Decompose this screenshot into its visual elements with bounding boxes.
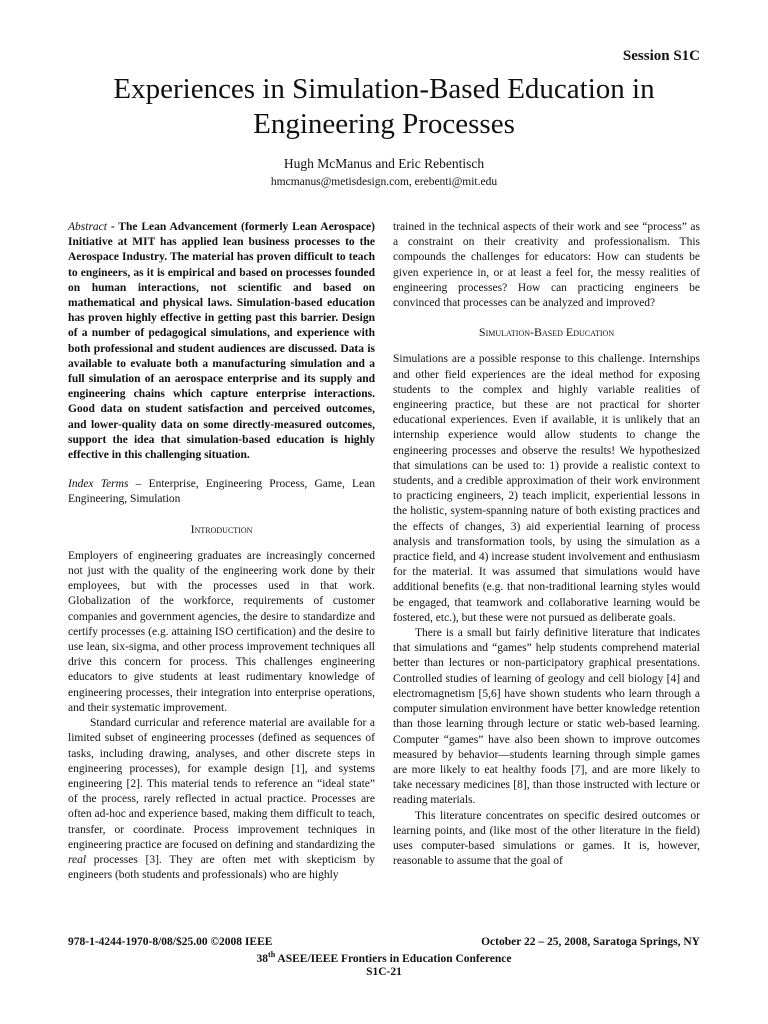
index-terms-label: Index Terms	[68, 478, 129, 491]
conference-name: ASEE/IEEE Frontiers in Education Conference	[275, 952, 512, 965]
paper-title: Experiences in Simulation-Based Education in Engineering Processes	[113, 73, 655, 140]
session-label: Session S1C	[622, 48, 700, 64]
paragraph: There is a small but fairly definitive literature that indicates that simulations and “games” help students comprehend material better than lectures or non-participatory graphical presentations. Controlled studies of learning of geology and cell biology [4] and electromagnetism [5,6] have shown students who learn through a computer simulation environment have better knowledge retention than those learning through lecture or static web-based learning. Computer “games” have also been shown to improve outcomes measured by behavior—students learning through simple games are more likely to eat healthy foods [7], and are more likely to take necessary medicines [8], than those instructed with lecture or reading materials.	[393, 627, 700, 807]
section-heading-introduction: Introduction	[190, 521, 253, 536]
paragraph-text: processes [3]. They are often met with skepticism by engineers (both students and professionals) who are highly	[68, 853, 375, 882]
left-column	[68, 220, 375, 883]
paragraph: trained in the technical aspects of their work and see “process” as a constraint on their creativity and professionalism. This compounds the challenges for educators: How can students be given experience in, or at least a feel for, the messy realities of engineering processes? How can practicing engineers be convinced that processes can be analyzed and improved?	[393, 221, 700, 310]
paragraph-emphasis: real	[68, 853, 87, 866]
section-heading-simulation-based-education: Simulation-Based Education	[478, 325, 615, 340]
index-terms-text: – Enterprise, Engineering Process, Game, Lean Engineering, Simulation	[68, 478, 375, 506]
abstract-text: - The Lean Advancement (formerly Lean Aerospace) Initiative at MIT has applied lean business processes to the Aerospace Industry. The material has proven difficult to teach to engineers, as it is empirical and based on processes founded on human interactions, not scientific and based on mathematical and physical laws. Simulation-based education has proven highly effective in getting past this barrier. Design of a number of pedagogical simulations, and experience with both professional and student audiences are discussed. Data is available to evaluate both a manufacturing simulation and a full simulation of an aerospace enterprise and its supply and engineering chains which capture enterprise interactions. Good data on student satisfaction and perceived outcomes, and lower-quality data on some directly-measured outcomes, support the idea that simulation-based education is highly effective in this challenging situation.	[68, 221, 375, 462]
index-terms	[68, 477, 375, 507]
right-column	[393, 220, 700, 869]
paragraph-text: Standard curricular and reference material are available for a limited subset of engineering processes (defined as sequences of tasks, including drawing, analyses, and other discrete steps in engineering processes), for example design [1], and systems engineering [2]. This material tends to reference an “ideal state” of the process, rarely reflected in actual practice. Processes are often ad-hoc and experience based, making them difficult to teach, transfer, or coordinate. Process improvement techniques in engineering practice are focused on defining and standardizing the	[68, 717, 375, 851]
authors: Hugh McManus and Eric Rebentisch	[283, 156, 485, 171]
conference-number: 38	[256, 952, 269, 965]
paragraph	[68, 716, 375, 883]
author-emails: hmcmanus@metisdesign.com, erebenti@mit.edu	[270, 176, 498, 188]
abstract-label: Abstract	[68, 221, 107, 233]
footer-conference	[0, 950, 768, 965]
page-number: S1C-21	[366, 966, 402, 978]
abstract	[68, 220, 375, 463]
conference-ordinal: th	[268, 950, 276, 959]
footer-date-place: October 22 – 25, 2008, Saratoga Springs, NY	[481, 936, 700, 948]
paragraph: Simulations are a possible response to this challenge. Internships and other field experiences are the ideal method for exposing students to the complex and highly variable realities of engineering practice, but these are not practical for shorter educational experiences. Even if available, it is unlikely that an internship experience would allow students to change the engineering processes and observe the results! We hypothesized that simulations can be used to: 1) provide a realistic context to students, and a credible approximation of their work environment to practicing engineers, 2) teach implicit, experiential lessons in the holistic, system-spanning nature of both existing practices and the effects of changes, 3) aid experiential learning of process analysis and transformation tools, by using the simulation as a practice field, and 4) increase student involvement and enthusiasm for the material. It was assumed that simulations would have additional benefits (e.g. that non-traditional learning styles would be engaged, that teamwork and collaborative learning would be fostered, etc.), but these were not pursued as deliberate goals.	[393, 353, 700, 624]
footer-isbn: 978-1-4244-1970-8/08/$25.00 ©2008 IEEE	[68, 936, 273, 948]
paragraph: Employers of engineering graduates are increasingly concerned not just with the quality of the engineering work done by their employees, but with the processes used in that work. Globalization of the workforce, requirements of customer companies and government agencies, the desire to standardize and certify processes (e.g. attaining ISO certification) and the desire to use lean, six-sigma, and other process improvement techniques all drive this concern for process. This challenges engineering educators to give students at least rudimentary knowledge of engineering processes, their integration into enterprise operations, and their systematic improvement.	[68, 549, 375, 714]
paragraph: This literature concentrates on specific desired outcomes or learning points, and (like most of the other literature in the field) uses computer-based simulations or games. It is, however, reasonable to assume that the goal of	[393, 809, 700, 868]
